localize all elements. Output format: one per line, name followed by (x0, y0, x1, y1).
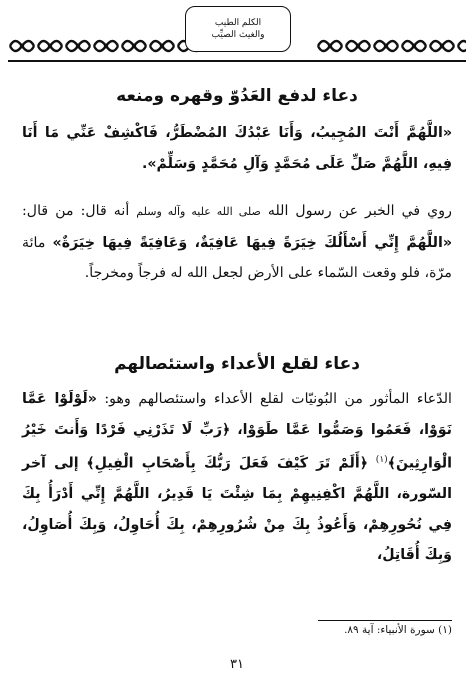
section2-ayah1: ﴿رَبِّ لَا تَذَرْنِي فَرْدًا وَأَنتَ خَيْرُ الْوَارِثِينَ﴾ (22, 421, 452, 472)
ornament-tile (374, 41, 398, 51)
ornament-tile (94, 41, 118, 51)
section2-mid: إلى آخر السّورة، (22, 455, 453, 503)
salawat-glyph: صلى الله عليه وآله وسلم (136, 205, 261, 218)
footnote-rule (318, 620, 452, 621)
ornament-tile (402, 41, 426, 51)
section2-quote1: «لَوْلَوْا عَمَّا نَوَوْا، فَعَمُوا وَصَمُّوا عَمَّا طَوَوْا، (22, 391, 453, 438)
section2-body (22, 384, 452, 571)
section2-heading: دعاء لقلع الأعداء واستئصالهم (114, 354, 360, 374)
running-title-line2: والغيث الصيِّب (211, 30, 265, 40)
ornament-tile (318, 41, 342, 51)
hadith-quote: «اللَّهُمَّ إِنِّي أَسْأَلُكَ خِيَرَةً فِيهَا عَافِيَةٌ، وَعَافِيَةً فِيهَا خِيَرَةٌ» (52, 234, 452, 251)
section1-heading: دعاء لدفع العَدُوّ وقهره ومنعه (116, 86, 358, 106)
ornament-tile (346, 41, 370, 51)
hadith-intro-tail: أنه قال: من قال: (22, 203, 130, 219)
ornament-tile (458, 41, 466, 51)
running-title-cartouche (185, 6, 291, 52)
header-rule (8, 60, 466, 62)
footnote: (١) سورة الأنبياء: آية ٨٩. (344, 624, 452, 636)
section1-dua (22, 118, 452, 179)
ornament-tile (66, 41, 90, 51)
ornament-tile (150, 41, 174, 51)
section2-intro: الدّعاء المأثور من البُونيّات لقلع الأعداء واستئصالهم وهو: (104, 391, 452, 407)
page-number: ٣١ (230, 657, 244, 672)
hadith-intro: روي في الخبر عن رسول الله (267, 203, 452, 219)
dua-text: «اللَّهُمَّ أَنْتَ المُجِيبُ، وَأَنَا عَبْدُكَ المُضْطَرُّ، فَاكْشِفْ عَنِّي مَا أَنَا فِيهِ، اللَّهُمَّ صَلِّ عَلَى مُحَمَّدٍ وَآلِ مُحَمَّدٍ وَسَلِّمْ». (22, 125, 452, 172)
ornament-tile (430, 41, 454, 51)
footnote-marker: (١) (375, 455, 388, 465)
section2-ayah2: ﴿أَلَمْ تَرَ كَيْفَ فَعَلَ رَبُّكَ بِأَصْحَابِ الْفِيلِ﴾ (86, 455, 369, 472)
ornament-tile (10, 41, 34, 51)
hadith-rest: مائة مرّة، فلو وقعت السّماء على الأرض لجعل الله له فرجاً ومخرجاً. (22, 234, 452, 281)
section1-hadith (22, 196, 452, 289)
ornament-tile (122, 41, 146, 51)
ornament-tile (38, 41, 62, 51)
section2-quote2: اللَّهُمَّ اكْفِنِيهِمْ بِمَا شِئْتَ يَا قَدِيرُ، اللَّهُمَّ إِنِّي أَدْرَأُ بِكَ فِي نُحُورِهِمْ، وَأَعُوذُ بِكَ مِنْ شُرُورِهِمْ، بِكَ أُحَاوِلُ، وَبِكَ أُصَاوِلُ، وَبِكَ أُقَاتِلُ، (22, 486, 452, 564)
running-title-line1: الكلم الطيب (214, 18, 262, 28)
